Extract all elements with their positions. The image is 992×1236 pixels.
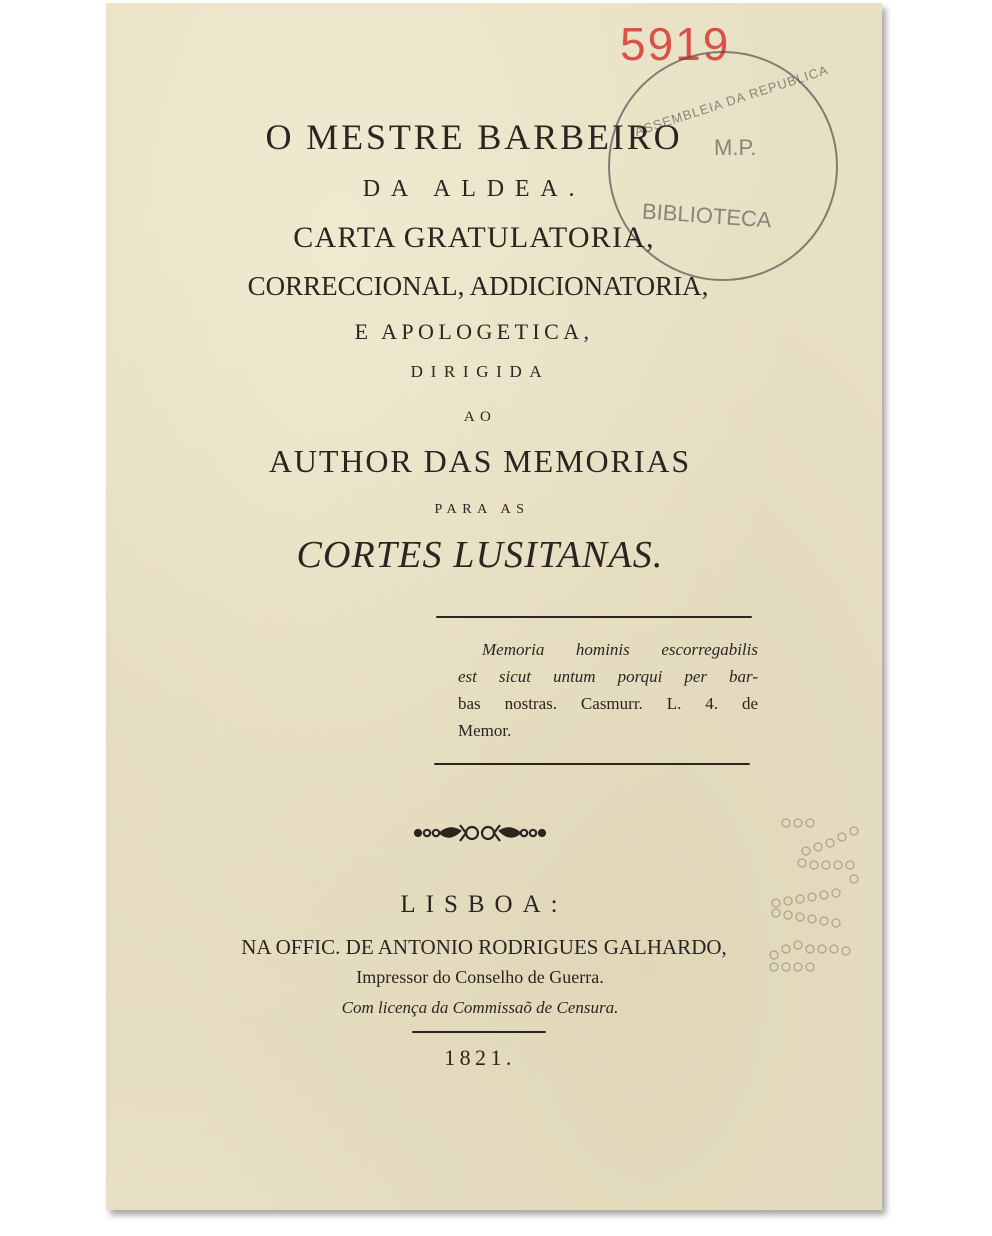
title-line-3: CARTA GRATULATORIA, bbox=[293, 221, 655, 254]
imprint-printer-role: Impressor do Conselho de Guerra. bbox=[356, 967, 604, 987]
title-line-8: AUTHOR DAS MEMORIAS bbox=[268, 443, 692, 479]
title-line-10: CORTES LUSITANAS. bbox=[296, 534, 664, 576]
title-line-1: O MESTRE BARBEIRO bbox=[265, 117, 683, 157]
catalog-number: 5919 bbox=[620, 18, 731, 70]
imprint-license: Com licença da Commissaõ de Censura. bbox=[341, 998, 619, 1017]
imprint-rule bbox=[412, 1031, 546, 1033]
stamp-ring-text: ASSEMBLEIA DA REPUBLICA bbox=[632, 62, 831, 139]
stamp-bottom-text: BIBLIOTECA bbox=[641, 198, 773, 233]
document-page bbox=[106, 3, 882, 1210]
epigraph bbox=[458, 636, 758, 744]
imprint-printer: NA OFFIC. DE ANTONIO RODRIGUES GALHARDO, bbox=[241, 935, 727, 959]
title-line-6: DIRIGIDA bbox=[410, 362, 550, 381]
epigraph-bottom-rule bbox=[434, 763, 750, 765]
imprint-city: LISBOA: bbox=[400, 891, 568, 918]
title-line-4: CORRECCIONAL, ADDICIONATORIA, bbox=[247, 271, 709, 301]
epigraph-line-4: Memor. bbox=[458, 721, 512, 740]
title-line-9: PARA AS bbox=[434, 502, 530, 517]
imprint-year: 1821. bbox=[444, 1045, 516, 1070]
stamp-center-text: M.P. bbox=[714, 135, 757, 160]
title-line-7: AO bbox=[463, 409, 497, 425]
epigraph-line-2: est sicut untum porqui per bar- bbox=[458, 667, 758, 686]
epigraph-line-3: bas nostras. Casmurr. L. 4. de bbox=[458, 694, 758, 713]
title-line-2: DA ALDEA. bbox=[362, 176, 586, 202]
floral-ornament-icon bbox=[410, 821, 550, 845]
title-line-5: E APOLOGETICA, bbox=[354, 319, 594, 344]
epigraph-line-1: Memoria hominis escorregabilis bbox=[482, 640, 758, 659]
epigraph-top-rule bbox=[436, 616, 752, 618]
